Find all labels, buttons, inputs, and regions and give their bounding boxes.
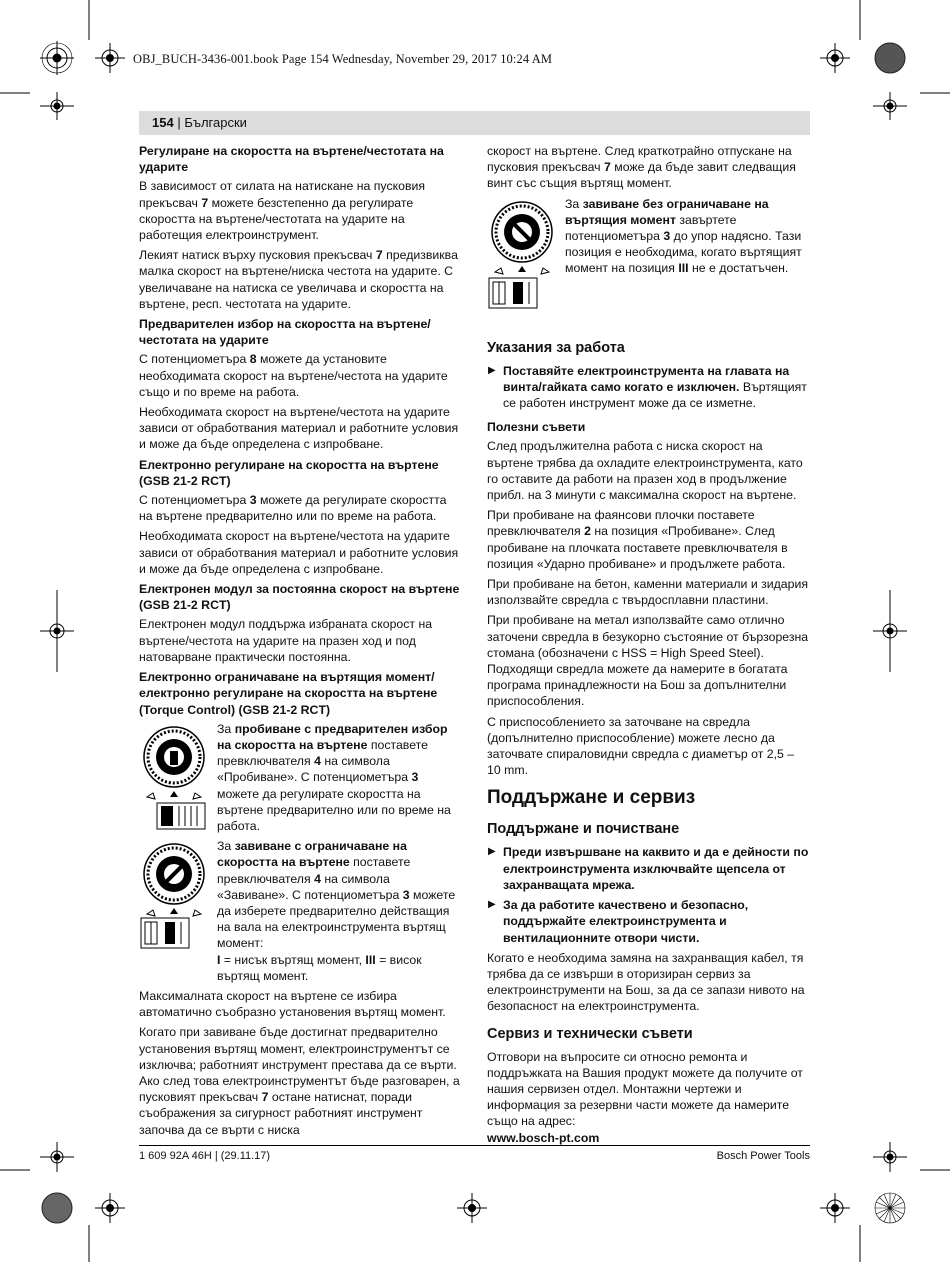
paragraph: При пробиване на метал използвайте само отлично заточени свредла в безукорно състояние от бързорезна стомана (обозначени с HSS = High Speed Steel). Подходящи свредла можете да намерите в богатата програма принадлежности на Бош за допълнителни приспособления. <box>487 613 809 709</box>
heading-tips: Полезни съвети <box>487 420 586 435</box>
crosshair-mark-bottom-right <box>820 1193 850 1223</box>
crosshair-mark-top-left-2 <box>95 43 125 73</box>
figure-drilling <box>139 721 463 834</box>
footer-brand: Bosch Power Tools <box>716 1150 810 1162</box>
paragraph: С потенциометъра 8 можете да установите необходимата скорост на въртене/честота на ударите също и по време на работа. <box>139 352 448 399</box>
heading-service: Сервиз и технически съвети <box>487 1025 693 1042</box>
dial-screw-icon <box>139 838 209 953</box>
figure-text: За пробиване с предварителен избор на скоростта на въртене поставете превключвателя 4 на символа «Пробиване». С потенциометъра 3 можете да регулирате скоростта на въртене предварително или по време на работа. <box>217 721 451 833</box>
paragraph: Необходимата скорост на въртене/честота на ударите зависи от обработвания материал и работните условия и може да бъде определена с изпробване. <box>139 405 459 452</box>
footer-doc-number: 1 609 92A 46H | (29.11.17) <box>139 1150 271 1162</box>
figure-screwing <box>139 838 463 984</box>
heading-maintenance: Поддържане и сервиз <box>487 787 696 809</box>
heading-cleaning: Поддържане и почистване <box>487 821 680 838</box>
heading-speed: Регулиране на скоростта на въртене/честотата на ударите <box>139 144 444 175</box>
paragraph: При пробиване на бетон, каменни материали и зидария използвайте свредла с твърдосплавни пластини. <box>487 577 809 608</box>
heading-work: Указания за работа <box>487 339 625 356</box>
paragraph: Максималната скорост на въртене се избира автоматично съобразно установения въртящ момент. <box>139 988 446 1020</box>
crosshair-mark-bottom-mid <box>457 1193 487 1223</box>
crosshair-mark-top-left <box>40 41 74 75</box>
left-column <box>139 143 463 1142</box>
starburst-target-bottom-right <box>875 1193 905 1223</box>
footer-rule <box>139 1145 810 1146</box>
crosshair-mark-right-top <box>873 92 907 120</box>
page-header: 154 | Български <box>152 115 247 130</box>
paragraph: Когато е необходима замяна на захранващия кабел, тя трябва да се извърши в оторизиран сервиз за електроинструменти на Бош, за да се запази нивото на безопасност на електроинструмента. <box>487 950 805 1014</box>
paragraph: Необходимата скорост на въртене/честота на ударите зависи от обработвания материал и работните условия и може да бъде определена с изпробване. <box>139 529 459 576</box>
arrow-bullet-icon: ▶ <box>488 899 496 911</box>
heading-torque: Електронно ограничаване на въртящия момент/електронно регулиране на скоростта на въртене (Torque Control) (GSB 21-2 RCT) <box>139 670 438 717</box>
figure-text: За завиване без ограничаване на въртящия момент завъртете потенциометъра 3 до упор надясно. Тази позиция е необходима, когато въртящият момент на позиция III не е достатъчен. <box>565 196 802 276</box>
arrow-bullet-icon: ▶ <box>488 846 496 858</box>
paragraph: След продължителна работа с ниска скорост на въртене трябва да охладите електроинструмента, като го оставите да работи на празен ход в продължение прибл. на 3 минути с максимална скорост на въртене. <box>487 439 803 503</box>
paragraph: Електронен модул поддържа избраната скорост на въртене/честота на ударите на празен ход и под натоварване практически постоянна. <box>139 617 433 664</box>
crosshair-mark-left-mid <box>40 590 74 672</box>
bosch-url-link[interactable]: www.bosch-pt.com <box>487 1130 600 1145</box>
paragraph: С потенциометъра 3 можете да регулирате скоростта на въртене предварително или по време на работа. <box>139 493 447 524</box>
heading-preselect: Предварителен избор на скоростта на въртене/честотата на ударите <box>139 317 431 348</box>
crosshair-mark-right-bottom <box>873 1142 907 1172</box>
paragraph: Отговори на въпросите си относно ремонта и поддръжката на Вашия продукт можете да получите от нашия сервизен отдел. Монтажни чертежи и информация за резервни части можете да намерите също на адрес: <box>487 1049 803 1129</box>
page-number: 154 <box>152 115 174 130</box>
crosshair-mark-right-mid <box>873 590 907 672</box>
crosshair-mark-top-right <box>820 43 850 73</box>
print-slug: OBJ_BUCH-3436-001.book Page 154 Wednesday, November 29, 2017 10:24 AM <box>133 52 553 66</box>
bullet-item: ▶ Поставяйте електроинструмента на главата на винта/гайката само когато е изключен. Въртящият се работен инструмент може да се изметне. <box>488 363 807 411</box>
paragraph: скорост на въртене. След краткотрайно отпускане на пусковия прекъсвач 7 може да бъде завит следващия винт със същия въртящ момент. <box>487 144 796 191</box>
gray-target-top-right <box>875 43 905 73</box>
paragraph: При пробиване на фаянсови плочки поставете превключвателя 2 на позиция «Пробиване». След пробиване на плочката поставете превключвателя в позиция «Ударно пробиване» и продължете работа. <box>487 508 788 571</box>
paragraph: Лекият натиск върху пусковия прекъсвач 7 предизвиква малка скорост на въртене/ниска честота на ударите. С увеличаване на натиска се увеличава и скоростта на въртене, респ. честотата на ударите. <box>139 248 458 311</box>
bullet-item: ▶ Преди извършване на каквито и да е дейности по електроинструмента изключвайте щепсела от захранващата мрежа. <box>488 845 809 892</box>
figure-unlimited <box>487 196 810 311</box>
crosshair-mark-bottom-left <box>95 1193 125 1223</box>
heading-constant: Електронен модул за постоянна скорост на въртене (GSB 21-2 RCT) <box>139 582 460 613</box>
bullet-item: ▶ За да работите качествено и безопасно, поддържайте електроинструмента и вентилационните отвори чисти. <box>488 898 749 945</box>
header-language: Български <box>184 115 247 130</box>
arrow-bullet-icon: ▶ <box>488 364 496 376</box>
crosshair-mark-left-bottom <box>40 1142 74 1172</box>
dial-unlimited-icon <box>487 196 557 311</box>
right-column <box>487 143 810 1146</box>
crosshair-mark-left-top <box>40 92 74 120</box>
paragraph: В зависимост от силата на натискане на пусковия прекъсвач 7 можете безстепенно да регулирате скоростта на въртене/честотата на ударите на работещия електроинструмент. <box>139 179 426 243</box>
heading-electronic: Електронно регулиране на скоростта на въртене (GSB 21-2 RCT) <box>139 457 439 488</box>
dial-drill-icon <box>139 721 209 831</box>
paragraph: С приспособлението за заточване на свредла (допълнително приспособление) можете лесно да заточвате спираловидни свредла с диаметър от 2,5 – 10 mm. <box>487 714 795 778</box>
figure-text: За завиване с ограничаване на скоростта на въртене поставете превключвателя 4 на символа «Завиване». С потенциометъра 3 можете да изберете предварително действащия на вала на електроинструмента въртящ момент: I = нисък въртящ момент, III = висок въртящ момент. <box>217 839 456 983</box>
gray-target-bottom-left <box>42 1193 72 1223</box>
paragraph: Когато при завиване бъде достигнат предварително установения въртящ момент, електроинструментът се изключва; работният инструмент престава да се върти. Ако след това електроинструментът бъде разговарен, а пусковият прекъсвач 7 остане натиснат, поради съображения за сигурност работният инструмент започва да се върти с ниска <box>139 1025 460 1137</box>
